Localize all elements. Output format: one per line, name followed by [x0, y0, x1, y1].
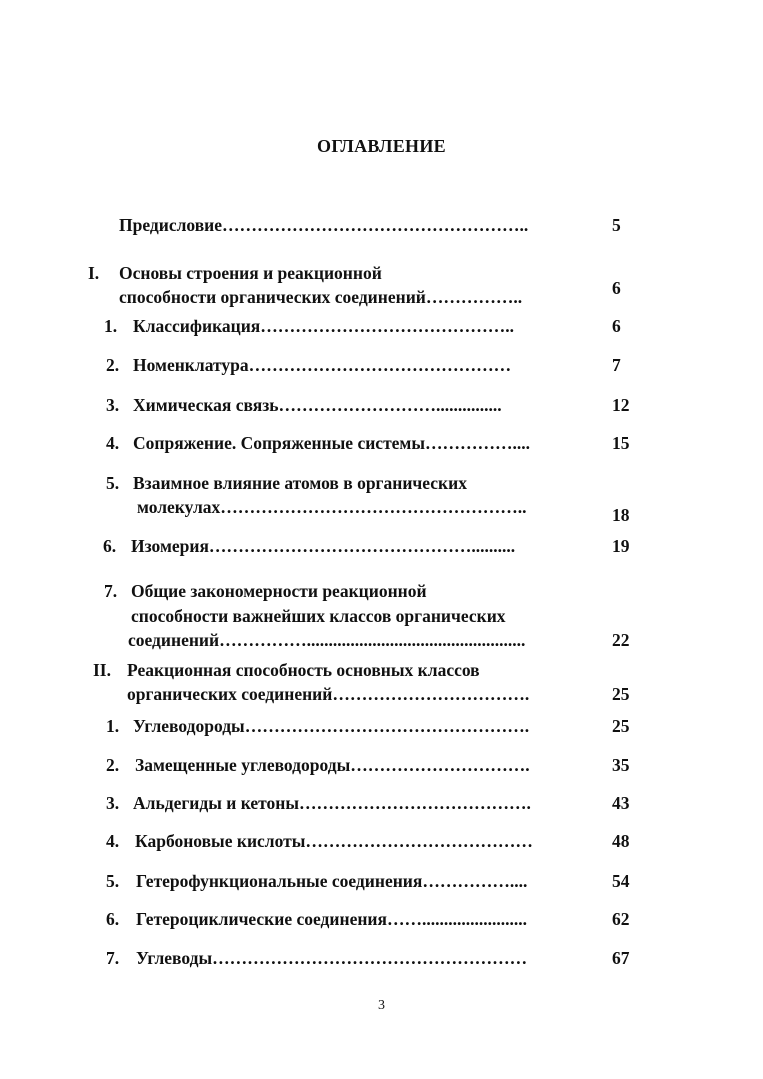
- toc-page: 19: [612, 536, 630, 556]
- toc-page-part-1: 6: [612, 278, 621, 298]
- toc-page: 6: [612, 316, 621, 336]
- toc-entry-chemical-bond: Химическая связь………………………...............: [133, 395, 502, 415]
- toc-entry-regularities-line1: Общие закономерности реакционной: [131, 581, 427, 601]
- toc-number: 1.: [104, 316, 118, 336]
- toc-number: 4.: [106, 433, 120, 453]
- toc-page: 43: [612, 793, 630, 813]
- toc-part-2-title-line2: органических соединений…………………………….: [127, 684, 530, 704]
- toc-part-1-title-line1: Основы строения и реакционной: [119, 263, 382, 283]
- toc-number: 2.: [106, 755, 120, 775]
- toc-number: 3.: [106, 793, 120, 813]
- toc-number: 1.: [106, 716, 120, 736]
- toc-page: 22: [612, 630, 630, 650]
- toc-number: 3.: [106, 395, 120, 415]
- toc-number: 6.: [103, 536, 117, 556]
- toc-page: 67: [612, 948, 630, 968]
- toc-part-1-number: I.: [88, 263, 100, 283]
- toc-entry-preface: Предисловие……………………………………………..: [119, 215, 529, 235]
- toc-page: 62: [612, 909, 630, 929]
- toc-number: 7.: [104, 581, 118, 601]
- toc-page: 35: [612, 755, 630, 775]
- toc-part-2-title-line1: Реакционная способность основных классов: [127, 660, 480, 680]
- toc-entry-mutual-influence-line2: молекулах……………………………………………..: [137, 497, 527, 517]
- toc-part-1-title-line2: способности органических соединений……………..: [119, 287, 523, 307]
- toc-entry-heterofunctional: Гетерофункциональные соединения……………....: [136, 871, 528, 891]
- toc-title: ОГЛАВЛЕНИЕ: [317, 136, 446, 156]
- toc-number: 5.: [106, 473, 120, 493]
- toc-page: 48: [612, 831, 630, 851]
- toc-entry-isomerism: Изомерия………………………………………..........: [131, 536, 516, 556]
- toc-page: 7: [612, 355, 621, 375]
- toc-page-preface: 5: [612, 215, 621, 235]
- toc-entry-nomenclature: Номенклатура………………………………………: [133, 355, 512, 375]
- toc-entry-regularities-line3: соединений……………..................................................: [128, 630, 526, 650]
- page-number: 3: [378, 998, 385, 1013]
- toc-entry-carbohydrates: Углеводы………………………………………………: [136, 948, 528, 968]
- toc-part-2-number: II.: [93, 660, 111, 680]
- toc-page: 25: [612, 716, 630, 736]
- toc-number: 7.: [106, 948, 120, 968]
- toc-page: 54: [612, 871, 630, 891]
- toc-entry-substituted-hydrocarbons: Замещенные углеводороды………………………….: [135, 755, 530, 775]
- toc-entry-carboxylic-acids: Карбоновые кислоты…………………………………: [135, 831, 533, 851]
- toc-number: 6.: [106, 909, 120, 929]
- toc-entry-aldehydes-ketones: Альдегиды и кетоны………………………………….: [133, 793, 531, 813]
- toc-number: 4.: [106, 831, 120, 851]
- toc-page: 18: [612, 505, 630, 525]
- toc-page-part-2: 25: [612, 684, 630, 704]
- toc-number: 2.: [106, 355, 120, 375]
- toc-number: 5.: [106, 871, 120, 891]
- toc-entry-regularities-line2: способности важнейших классов органических: [131, 606, 506, 626]
- toc-entry-conjugation: Сопряжение. Сопряженные системы……………....: [133, 433, 531, 453]
- toc-entry-mutual-influence-line1: Взаимное влияние атомов в органических: [133, 473, 467, 493]
- toc-entry-hydrocarbons: Углеводороды………………………………………….: [133, 716, 530, 736]
- toc-page: 12: [612, 395, 630, 415]
- toc-page: 15: [612, 433, 630, 453]
- toc-entry-classification: Классификация……………………………………..: [133, 316, 515, 336]
- toc-entry-heterocyclic: Гетероциклические соединения……........................: [136, 909, 527, 929]
